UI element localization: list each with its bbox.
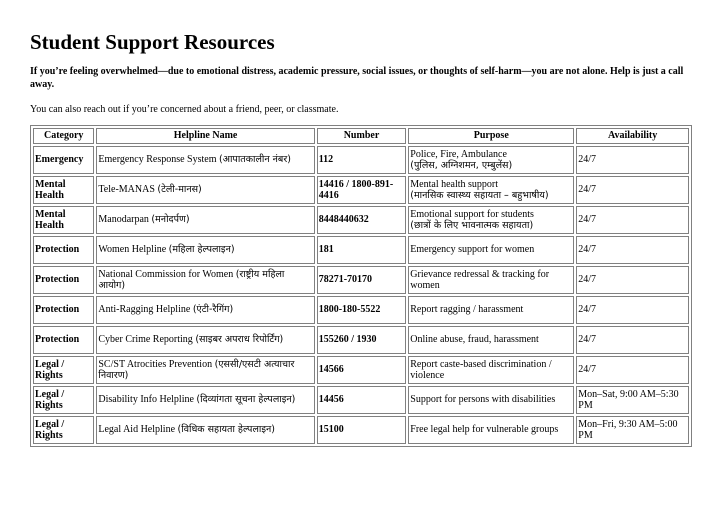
phone-number-cell[interactable]: 1800-180-5522 bbox=[317, 296, 407, 324]
phone-number-cell[interactable]: 112 bbox=[317, 146, 407, 174]
table-row bbox=[33, 206, 689, 234]
phone-number-cell[interactable]: 181 bbox=[317, 236, 407, 264]
helpline-name-cell bbox=[96, 206, 314, 234]
phone-number-cell[interactable]: 14416 / 1800-891-4416 bbox=[317, 176, 407, 204]
purpose-text: Mental health support bbox=[410, 178, 499, 190]
category-cell: Protection bbox=[33, 236, 94, 264]
helpline-name-cell bbox=[96, 386, 314, 414]
availability-cell: 24/7 bbox=[576, 176, 689, 204]
purpose-text: Report caste-based discrimination / violence bbox=[410, 358, 552, 381]
category-cell: Protection bbox=[33, 326, 94, 354]
category-cell: Mental Health bbox=[33, 176, 94, 204]
purpose-text: Emotional support for students bbox=[410, 208, 534, 220]
table-row bbox=[33, 386, 689, 414]
purpose-cell bbox=[408, 386, 574, 414]
purpose-local-text: (पुलिस, अग्निशमन, एम्बुलेंस) bbox=[410, 160, 513, 171]
purpose-text: Free legal help for vulnerable groups bbox=[410, 424, 559, 436]
helpline-name: Emergency Response System bbox=[98, 154, 217, 166]
helpline-name: Manodarpan bbox=[98, 214, 149, 226]
header-category: Category bbox=[33, 128, 94, 144]
category-cell: Legal / Rights bbox=[33, 356, 94, 384]
helpline-name-cell bbox=[96, 356, 314, 384]
helpline-name-local: (महिला हेल्पलाइन) bbox=[168, 244, 235, 256]
helpline-name-local: (मनोदर्पण) bbox=[151, 214, 190, 226]
purpose-text: Police, Fire, Ambulance bbox=[410, 148, 507, 160]
table-row bbox=[33, 296, 689, 324]
table-row bbox=[33, 146, 689, 174]
purpose-cell bbox=[408, 416, 574, 444]
category-cell: Protection bbox=[33, 266, 94, 294]
header-number: Number bbox=[317, 128, 407, 144]
phone-number-cell[interactable]: 8448440632 bbox=[317, 206, 407, 234]
purpose-text: Online abuse, fraud, harassment bbox=[410, 334, 539, 346]
helpline-name: Women Helpline bbox=[98, 244, 167, 256]
availability-cell: 24/7 bbox=[576, 206, 689, 234]
category-cell: Legal / Rights bbox=[33, 416, 94, 444]
header-availability: Availability bbox=[576, 128, 689, 144]
helpline-name-local: (आपातकालीन नंबर) bbox=[219, 154, 291, 166]
availability-cell: Mon–Fri, 9:30 AM–5:00 PM bbox=[576, 416, 689, 444]
page-title: Student Support Resources bbox=[30, 30, 275, 54]
purpose-cell bbox=[408, 206, 574, 234]
phone-number-cell[interactable]: 78271-70170 bbox=[317, 266, 407, 294]
phone-number-cell[interactable]: 14566 bbox=[317, 356, 407, 384]
helpline-table bbox=[30, 125, 692, 447]
helpline-name-local: (विधिक सहायता हेल्पलाइन) bbox=[177, 424, 275, 436]
intro-secondary-text: You can also reach out if you’re concerned about a friend, peer, or classmate. bbox=[30, 104, 339, 115]
table-row bbox=[33, 356, 689, 384]
helpline-name-cell bbox=[96, 296, 314, 324]
helpline-name: Disability Info Helpline bbox=[98, 394, 194, 406]
availability-cell: 24/7 bbox=[576, 266, 689, 294]
purpose-cell bbox=[408, 296, 574, 324]
availability-cell: 24/7 bbox=[576, 146, 689, 174]
phone-number-cell[interactable]: 14456 bbox=[317, 386, 407, 414]
purpose-text: Support for persons with disabilities bbox=[410, 394, 556, 406]
helpline-name: Legal Aid Helpline bbox=[98, 424, 176, 436]
helpline-name: Cyber Crime Reporting bbox=[98, 334, 193, 346]
helpline-name-local: (टेली-मानस) bbox=[157, 184, 202, 196]
header-purpose: Purpose bbox=[408, 128, 574, 144]
table-row bbox=[33, 326, 689, 354]
helpline-name-cell bbox=[96, 326, 314, 354]
helpline-name-local: (दिव्यांगता सूचना हेल्पलाइन) bbox=[196, 394, 296, 406]
header-helpline-name: Helpline Name bbox=[96, 128, 314, 144]
helpline-name-cell bbox=[96, 416, 314, 444]
purpose-text: Grievance redressal & tracking for women bbox=[410, 268, 550, 291]
helpline-name-local: (साइबर अपराध रिपोर्टिंग) bbox=[195, 334, 284, 346]
table-row bbox=[33, 416, 689, 444]
purpose-local-text: (मानसिक स्वास्थ्य सहायता – बहुभाषीय) bbox=[410, 190, 549, 201]
purpose-cell bbox=[408, 146, 574, 174]
helpline-name-local: (एससी/एसटी अत्याचार निवारण) bbox=[98, 358, 295, 381]
category-cell: Mental Health bbox=[33, 206, 94, 234]
category-cell: Emergency bbox=[33, 146, 94, 174]
helpline-name: Anti-Ragging Helpline bbox=[98, 304, 191, 316]
availability-cell: 24/7 bbox=[576, 326, 689, 354]
helpline-name: SC/ST Atrocities Prevention bbox=[98, 358, 213, 370]
purpose-cell bbox=[408, 356, 574, 384]
intro-text: If you’re feeling overwhelmed—due to emotional distress, academic pressure, social issues, or thoughts of self-harm—you are not alone. Help is just a call away. bbox=[30, 66, 684, 90]
purpose-cell bbox=[408, 176, 574, 204]
helpline-name-local: (एंटी-रैगिंग) bbox=[192, 304, 234, 316]
table-header-row bbox=[33, 128, 689, 144]
table-row bbox=[33, 266, 689, 294]
availability-cell: 24/7 bbox=[576, 296, 689, 324]
availability-cell: Mon–Sat, 9:00 AM–5:30 PM bbox=[576, 386, 689, 414]
phone-number-cell[interactable]: 15100 bbox=[317, 416, 407, 444]
availability-cell: 24/7 bbox=[576, 236, 689, 264]
helpline-name-cell bbox=[96, 176, 314, 204]
purpose-cell bbox=[408, 266, 574, 294]
helpline-name-cell bbox=[96, 266, 314, 294]
purpose-cell bbox=[408, 326, 574, 354]
phone-number-cell[interactable]: 155260 / 1930 bbox=[317, 326, 407, 354]
purpose-text: Emergency support for women bbox=[410, 244, 535, 256]
table-row bbox=[33, 176, 689, 204]
purpose-local-text: (छात्रों के लिए भावनात्मक सहायता) bbox=[410, 220, 534, 231]
purpose-cell bbox=[408, 236, 574, 264]
category-cell: Legal / Rights bbox=[33, 386, 94, 414]
purpose-text: Report ragging / harassment bbox=[410, 304, 524, 316]
helpline-name-cell bbox=[96, 236, 314, 264]
availability-cell: 24/7 bbox=[576, 356, 689, 384]
helpline-name-local: (राष्ट्रीय महिला आयोग) bbox=[98, 268, 285, 291]
helpline-name: National Commission for Women bbox=[98, 268, 234, 280]
helpline-name-cell bbox=[96, 146, 314, 174]
category-cell: Protection bbox=[33, 296, 94, 324]
helpline-name: Tele-MANAS bbox=[98, 184, 155, 196]
table-row bbox=[33, 236, 689, 264]
